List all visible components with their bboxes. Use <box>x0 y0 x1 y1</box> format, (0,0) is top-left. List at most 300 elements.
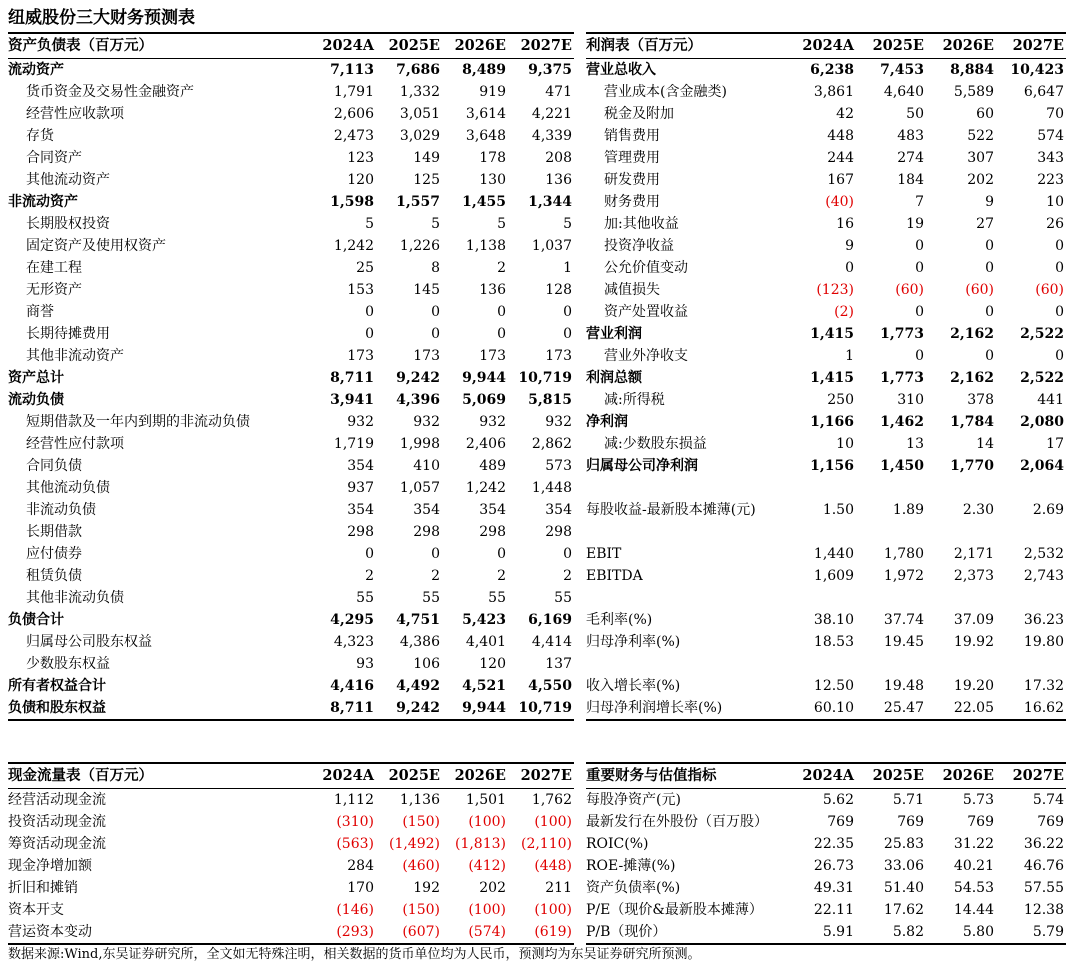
value-cell: (100) <box>468 902 506 918</box>
value-cell: 0 <box>431 326 440 342</box>
value-cell: 0 <box>431 546 440 562</box>
row-label: EBIT <box>586 546 622 562</box>
table-row <box>586 855 1066 877</box>
table-row <box>8 345 574 367</box>
year-header: 2026E <box>442 33 508 59</box>
value-cell: 6,647 <box>1023 84 1064 100</box>
value-cell: 0 <box>985 304 994 320</box>
value-cell: 3,029 <box>399 128 440 144</box>
table-row <box>586 543 1066 565</box>
value-cell: 343 <box>1037 150 1064 166</box>
value-cell: 50 <box>906 106 924 122</box>
value-cell: 173 <box>413 348 440 364</box>
value-cell: 70 <box>1046 106 1064 122</box>
year-header: 2025E <box>376 33 442 59</box>
value-cell: 0 <box>497 546 506 562</box>
value-cell: (2) <box>834 304 854 320</box>
value-cell: 19.80 <box>1023 634 1064 650</box>
value-cell <box>786 653 856 675</box>
row-label: 其他非流动资产 <box>26 348 124 364</box>
value-cell: 769 <box>1037 814 1064 830</box>
table-row <box>586 921 1066 944</box>
table-header-label: 现金流量表（百万元） <box>8 763 310 789</box>
value-cell: 932 <box>479 414 506 430</box>
value-cell: 354 <box>545 502 572 518</box>
table-row <box>586 81 1066 103</box>
value-cell: 9,944 <box>462 370 506 386</box>
table-row <box>8 521 574 543</box>
table-row <box>586 697 1066 720</box>
row-label: 最新发行在外股份（百万股） <box>586 814 768 830</box>
table-row <box>586 191 1066 213</box>
value-cell: 19.48 <box>883 678 924 694</box>
table-row <box>8 147 574 169</box>
value-cell: 1,112 <box>333 792 374 808</box>
table-row <box>586 477 1066 499</box>
value-cell: (293) <box>310 921 376 944</box>
value-cell: 1 <box>563 260 572 276</box>
value-cell: 0 <box>915 260 924 276</box>
value-cell: 2,522 <box>1020 370 1064 386</box>
row-label: 公允价值变动 <box>604 260 688 276</box>
row-label: 减:所得税 <box>604 392 665 408</box>
value-cell: 25 <box>356 260 374 276</box>
row-label: P/E（现价&最新股本摊薄） <box>586 902 763 918</box>
value-cell: 1,415 <box>810 326 854 342</box>
value-cell: 178 <box>479 150 506 166</box>
table-row <box>586 833 1066 855</box>
table-row <box>8 697 574 720</box>
value-cell: 378 <box>967 392 994 408</box>
table-row <box>8 811 574 833</box>
value-cell: 153 <box>347 282 374 298</box>
value-cell: 284 <box>347 858 374 874</box>
year-header: 2024A <box>786 33 856 59</box>
value-cell: 2 <box>497 568 506 584</box>
row-label: 资产负债率(%) <box>586 880 681 896</box>
table-row <box>586 257 1066 279</box>
value-cell: 932 <box>413 414 440 430</box>
table-row <box>8 235 574 257</box>
value-cell <box>926 477 996 499</box>
income-statement-table <box>586 32 1066 721</box>
value-cell: 1,998 <box>399 436 440 452</box>
value-cell: 1,780 <box>883 546 924 562</box>
value-cell: 55 <box>356 590 374 606</box>
value-cell: 1,344 <box>528 194 572 210</box>
value-cell: 170 <box>347 880 374 896</box>
value-cell: 57.55 <box>1023 880 1064 896</box>
row-label: 每股净资产(元) <box>586 792 681 808</box>
cash-flow-table <box>8 762 574 945</box>
row-label: 少数股东权益 <box>26 656 110 672</box>
value-cell: 25.83 <box>883 836 924 852</box>
value-cell: 1,166 <box>810 414 854 430</box>
value-cell: 769 <box>897 814 924 830</box>
value-cell: 13 <box>906 436 924 452</box>
value-cell: 1,762 <box>531 792 572 808</box>
row-label: 负债和股东权益 <box>8 697 310 720</box>
row-label: 营业外净收支 <box>604 348 688 364</box>
value-cell: 26.73 <box>813 858 854 874</box>
page-title: 纽威股份三大财务预测表 <box>8 8 195 28</box>
row-label: 加:其他收益 <box>604 216 679 232</box>
value-cell: 0 <box>915 304 924 320</box>
value-cell: 244 <box>827 150 854 166</box>
value-cell: 1,609 <box>813 568 854 584</box>
value-cell: 2 <box>431 568 440 584</box>
row-label: 经营性应付款项 <box>26 436 124 452</box>
value-cell <box>856 587 926 609</box>
value-cell: 16 <box>836 216 854 232</box>
value-cell: 2,171 <box>953 546 994 562</box>
value-cell <box>926 653 996 675</box>
row-label: 长期借款 <box>26 524 82 540</box>
row-label: 流动资产 <box>8 62 64 78</box>
value-cell: 4,323 <box>333 634 374 650</box>
value-cell: 208 <box>545 150 572 166</box>
value-cell: 1,415 <box>810 370 854 386</box>
table-row <box>8 543 574 565</box>
value-cell: 0 <box>1055 260 1064 276</box>
year-header: 2027E <box>996 763 1066 789</box>
row-label: 货币资金及交易性金融资产 <box>26 84 194 100</box>
table-row <box>8 411 574 433</box>
value-cell <box>926 521 996 543</box>
value-cell: 5.82 <box>856 921 926 944</box>
value-cell <box>926 587 996 609</box>
value-cell: 1,462 <box>880 414 924 430</box>
table-row <box>586 411 1066 433</box>
value-cell: 274 <box>897 150 924 166</box>
value-cell: 1,226 <box>399 238 440 254</box>
table-row <box>8 833 574 855</box>
value-cell: 769 <box>967 814 994 830</box>
value-cell: 1.50 <box>822 502 854 518</box>
table-row <box>586 899 1066 921</box>
table-row <box>586 789 1066 812</box>
value-cell: 0 <box>845 260 854 276</box>
value-cell: 483 <box>897 128 924 144</box>
value-cell: 307 <box>967 150 994 166</box>
table-row <box>586 103 1066 125</box>
table-row <box>8 899 574 921</box>
table-row <box>586 565 1066 587</box>
value-cell: 769 <box>827 814 854 830</box>
value-cell: 37.09 <box>953 612 994 628</box>
value-cell: 5,423 <box>462 612 506 628</box>
value-cell: 310 <box>897 392 924 408</box>
value-cell: 2 <box>365 568 374 584</box>
row-label: 营业利润 <box>586 326 642 342</box>
value-cell: 1,450 <box>880 458 924 474</box>
value-cell: 932 <box>347 414 374 430</box>
value-cell: 2 <box>497 260 506 276</box>
row-label: 资产总计 <box>8 370 64 386</box>
value-cell: 489 <box>479 458 506 474</box>
value-cell: (100) <box>468 814 506 830</box>
row-label: 经营活动现金流 <box>8 792 106 808</box>
year-header: 2026E <box>926 763 996 789</box>
value-cell: (1,813) <box>454 836 506 852</box>
row-label <box>586 653 786 675</box>
value-cell: 1 <box>845 348 854 364</box>
value-cell: 0 <box>1055 238 1064 254</box>
value-cell: 354 <box>347 502 374 518</box>
value-cell: 211 <box>545 880 572 896</box>
value-cell: 250 <box>827 392 854 408</box>
value-cell: 1,773 <box>880 370 924 386</box>
table-row <box>586 455 1066 477</box>
value-cell: 38.10 <box>813 612 854 628</box>
value-cell: 4,414 <box>531 634 572 650</box>
year-header: 2026E <box>926 33 996 59</box>
table-header-row <box>586 33 1066 59</box>
value-cell: 192 <box>413 880 440 896</box>
row-label: ROE-摊薄(%) <box>586 858 676 874</box>
value-cell: (563) <box>336 836 374 852</box>
value-cell: 130 <box>479 172 506 188</box>
value-cell: 145 <box>413 282 440 298</box>
value-cell: 12.50 <box>813 678 854 694</box>
table-row <box>8 81 574 103</box>
value-cell: (412) <box>468 858 506 874</box>
table-row <box>8 855 574 877</box>
value-cell: 33.06 <box>883 858 924 874</box>
table-row <box>8 653 574 675</box>
table-row <box>8 279 574 301</box>
value-cell: 173 <box>347 348 374 364</box>
table-row <box>586 653 1066 675</box>
value-cell: 0 <box>915 238 924 254</box>
table-row <box>586 675 1066 697</box>
value-cell <box>996 477 1066 499</box>
value-cell: 9,375 <box>528 62 572 78</box>
value-cell: 2,522 <box>1020 326 1064 342</box>
row-label: 所有者权益合计 <box>8 678 106 694</box>
value-cell: 5,815 <box>528 392 572 408</box>
table-row <box>8 191 574 213</box>
year-header: 2026E <box>442 763 508 789</box>
value-cell: (619) <box>508 921 574 944</box>
value-cell: 0 <box>365 546 374 562</box>
value-cell: 10,719 <box>518 370 572 386</box>
value-cell: 27 <box>976 216 994 232</box>
value-cell: 522 <box>967 128 994 144</box>
value-cell: 7,686 <box>396 62 440 78</box>
row-label: 投资净收益 <box>604 238 674 254</box>
row-label: 税金及附加 <box>604 106 674 122</box>
table-row <box>586 811 1066 833</box>
row-label: 财务费用 <box>604 194 660 210</box>
row-label: 合同负债 <box>26 458 82 474</box>
table-row <box>8 675 574 697</box>
value-cell: 1,440 <box>813 546 854 562</box>
value-cell: 4,640 <box>883 84 924 100</box>
row-label: 租赁负债 <box>26 568 82 584</box>
table-row <box>586 169 1066 191</box>
value-cell: (60) <box>965 282 994 298</box>
value-cell: (100) <box>534 902 572 918</box>
year-header: 2024A <box>786 763 856 789</box>
value-cell: 2,162 <box>950 326 994 342</box>
table-row <box>586 125 1066 147</box>
value-cell: 0 <box>431 304 440 320</box>
table-row <box>8 477 574 499</box>
row-label: 管理费用 <box>604 150 660 166</box>
table-header-label: 重要财务与估值指标 <box>586 763 786 789</box>
value-cell: 17.32 <box>1023 678 1064 694</box>
table-row <box>586 301 1066 323</box>
row-label: 归母净利润增长率(%) <box>586 697 786 720</box>
value-cell: 123 <box>347 150 374 166</box>
value-cell: (448) <box>534 858 572 874</box>
row-label: 资产处置收益 <box>604 304 688 320</box>
table-row <box>8 389 574 411</box>
value-cell: 4,521 <box>462 678 506 694</box>
value-cell: 2,473 <box>333 128 374 144</box>
value-cell: 4,396 <box>396 392 440 408</box>
value-cell: 19.20 <box>953 678 994 694</box>
table-header-row <box>586 763 1066 789</box>
value-cell: 0 <box>563 304 572 320</box>
value-cell: 0 <box>563 546 572 562</box>
row-label: 研发费用 <box>604 172 660 188</box>
table-row <box>586 323 1066 345</box>
table-row <box>8 433 574 455</box>
value-cell: 5.62 <box>822 792 854 808</box>
table-row <box>8 631 574 653</box>
value-cell: 9,242 <box>376 697 442 720</box>
row-label <box>586 477 786 499</box>
value-cell: 19 <box>906 216 924 232</box>
value-cell: 1,770 <box>950 458 994 474</box>
row-label: 净利润 <box>586 414 628 430</box>
value-cell: 0 <box>1055 348 1064 364</box>
value-cell: 60.10 <box>786 697 856 720</box>
value-cell: 51.40 <box>883 880 924 896</box>
value-cell: 2,606 <box>333 106 374 122</box>
row-label: 归母净利率(%) <box>586 634 681 650</box>
year-header: 2027E <box>508 763 574 789</box>
table-row <box>586 345 1066 367</box>
value-cell: 1,501 <box>465 792 506 808</box>
value-cell: 55 <box>422 590 440 606</box>
value-cell: 1,242 <box>333 238 374 254</box>
value-cell: 2,743 <box>1023 568 1064 584</box>
table-row <box>586 147 1066 169</box>
row-label: 折旧和摊销 <box>8 880 78 896</box>
row-label: 合同资产 <box>26 150 82 166</box>
value-cell: 22.05 <box>926 697 996 720</box>
value-cell: 298 <box>413 524 440 540</box>
value-cell: 26 <box>1046 216 1064 232</box>
value-cell: 937 <box>347 480 374 496</box>
value-cell: 31.22 <box>953 836 994 852</box>
table-row <box>8 789 574 812</box>
value-cell: 106 <box>413 656 440 672</box>
value-cell: 167 <box>827 172 854 188</box>
value-cell: 4,386 <box>399 634 440 650</box>
value-cell: (310) <box>336 814 374 830</box>
value-cell: 0 <box>1055 304 1064 320</box>
value-cell: 0 <box>563 326 572 342</box>
row-label: 营运资本变动 <box>8 921 310 944</box>
value-cell: 16.62 <box>996 697 1066 720</box>
table-row <box>586 235 1066 257</box>
value-cell: 2 <box>563 568 572 584</box>
value-cell: 6,238 <box>810 62 854 78</box>
value-cell: 354 <box>413 502 440 518</box>
value-cell: (607) <box>376 921 442 944</box>
row-label: 非流动资产 <box>8 194 78 210</box>
value-cell: 40.21 <box>953 858 994 874</box>
value-cell: 14.44 <box>953 902 994 918</box>
value-cell: (60) <box>895 282 924 298</box>
value-cell: 55 <box>488 590 506 606</box>
table-row <box>586 631 1066 653</box>
row-label: 现金净增加额 <box>8 858 92 874</box>
row-label: 毛利率(%) <box>586 612 653 628</box>
value-cell: 184 <box>897 172 924 188</box>
value-cell: 919 <box>479 84 506 100</box>
value-cell: 0 <box>985 260 994 276</box>
value-cell: 4,751 <box>396 612 440 628</box>
value-cell: 22.11 <box>813 902 854 918</box>
table-row <box>586 877 1066 899</box>
value-cell: 9,242 <box>396 370 440 386</box>
value-cell: 1.89 <box>892 502 924 518</box>
row-label: 长期待摊费用 <box>26 326 110 342</box>
table-row <box>586 521 1066 543</box>
value-cell: 9,944 <box>442 697 508 720</box>
value-cell <box>996 587 1066 609</box>
row-label: 投资活动现金流 <box>8 814 106 830</box>
table-row <box>8 367 574 389</box>
row-label: ROIC(%) <box>586 836 649 852</box>
value-cell: (1,492) <box>388 836 440 852</box>
value-cell: 2,373 <box>953 568 994 584</box>
value-cell: 19.92 <box>953 634 994 650</box>
value-cell: 1,972 <box>883 568 924 584</box>
value-cell: 1,455 <box>462 194 506 210</box>
value-cell <box>786 521 856 543</box>
table-row <box>586 213 1066 235</box>
row-label: 筹资活动现金流 <box>8 836 106 852</box>
value-cell: 573 <box>545 458 572 474</box>
value-cell: 3,614 <box>465 106 506 122</box>
value-cell: 8 <box>431 260 440 276</box>
value-cell: 0 <box>365 304 374 320</box>
table-row <box>586 433 1066 455</box>
value-cell: 5.79 <box>996 921 1066 944</box>
table-row <box>8 257 574 279</box>
table-row <box>8 213 574 235</box>
table-header-label: 资产负债表（百万元） <box>8 33 310 59</box>
table-row <box>8 125 574 147</box>
value-cell: 298 <box>479 524 506 540</box>
value-cell: 298 <box>347 524 374 540</box>
year-header: 2024A <box>310 33 376 59</box>
row-label: 应付债券 <box>26 546 82 562</box>
table-row <box>586 389 1066 411</box>
balance-sheet-table <box>8 32 574 721</box>
value-cell: 54.53 <box>953 880 994 896</box>
value-cell: 1,784 <box>950 414 994 430</box>
value-cell: 136 <box>545 172 572 188</box>
value-cell: 9 <box>985 194 994 210</box>
value-cell: 2.69 <box>1032 502 1064 518</box>
